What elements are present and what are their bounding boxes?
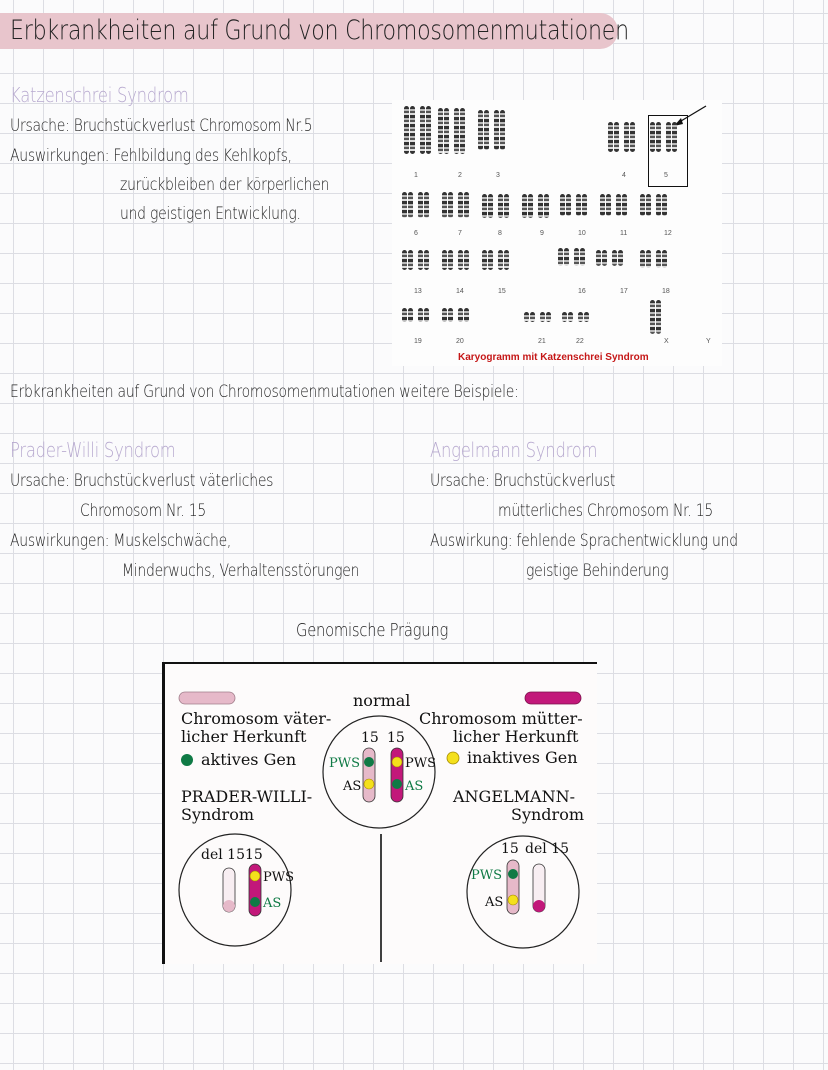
karyo-chromosome xyxy=(408,250,413,270)
inactive-gene-label: inaktives Gen xyxy=(467,748,578,767)
normal-circle xyxy=(323,716,435,828)
karyo-chromosome xyxy=(608,122,613,152)
karyo-chromosome xyxy=(530,312,535,322)
prader-pws-inactive-dot xyxy=(250,871,260,881)
katzenschrei-heading: Katzenschrei Syndrom xyxy=(10,83,189,107)
karyo-chromosome xyxy=(444,108,449,154)
normal-as-right: AS xyxy=(405,779,424,794)
karyo-number: 2 xyxy=(458,172,462,179)
inactive-gene-dot-legend xyxy=(447,752,459,764)
prader-auswirkungen-2: Minderwuchs, Verhaltensstörungen xyxy=(122,561,360,581)
normal-pws-left: PWS xyxy=(329,756,361,771)
karyo-chromosome xyxy=(448,250,453,270)
karyo-chromosome xyxy=(662,194,667,216)
karyo-chromosome xyxy=(442,250,447,270)
karyo-number: 6 xyxy=(414,230,418,237)
karyo-chromosome xyxy=(650,300,655,334)
karyo-number: 3 xyxy=(496,172,500,179)
karyo-chromosome xyxy=(538,194,543,218)
normal-15-left: 15 xyxy=(361,730,379,746)
normal-as-active-dot xyxy=(392,779,402,789)
katzenschrei-ursache: Ursache: Bruchstückverlust Chromosom Nr.5 xyxy=(10,116,313,136)
prader-diagram-label-2: Syndrom xyxy=(181,805,254,824)
karyo-chromosome xyxy=(478,110,483,150)
angelmann-pws-active-dot xyxy=(508,869,518,879)
karyo-chromosome xyxy=(402,308,407,322)
active-gene-dot-legend xyxy=(181,754,193,766)
karyo-chromosome xyxy=(656,194,661,216)
normal-15-right: 15 xyxy=(387,730,405,746)
karyo-chromosome xyxy=(656,122,661,152)
karyo-chromosome xyxy=(540,312,545,322)
karyo-chromosome xyxy=(612,250,617,266)
karyo-chromosome xyxy=(420,106,425,154)
genomic-imprinting-diagram xyxy=(162,662,597,964)
karyo-number: Y xyxy=(706,338,711,345)
karyo-chromosome xyxy=(650,122,655,152)
karyo-chromosome xyxy=(566,194,571,216)
angelmann-as: AS xyxy=(485,895,504,910)
genomische-heading: Genomische Prägung xyxy=(296,620,449,641)
maternal-label-2: licher Herkunft xyxy=(453,727,579,746)
normal-pws-active-dot xyxy=(364,757,374,767)
karyo-chromosome xyxy=(630,122,635,152)
prader-as: AS xyxy=(263,896,282,911)
karyo-chromosome xyxy=(568,312,573,322)
karyo-chromosome xyxy=(656,300,661,334)
prader-diagram-label-1: PRADER-WILLI- xyxy=(181,787,313,806)
karyo-chromosome xyxy=(564,248,569,266)
karyo-chromosome xyxy=(624,122,629,152)
prader-ursache-1: Ursache: Bruchstückverlust väterliches xyxy=(10,471,274,491)
karyo-number: 5 xyxy=(664,172,668,179)
karyo-chromosome xyxy=(464,250,469,270)
normal-maternal-chromosome xyxy=(391,748,403,802)
karyo-chromosome xyxy=(494,110,499,150)
normal-label: normal xyxy=(353,691,411,710)
normal-as-inactive-dot xyxy=(364,779,374,789)
karyo-chromosome xyxy=(578,312,583,322)
karyo-chromosome xyxy=(522,194,527,218)
karyo-number: 4 xyxy=(622,172,626,179)
karyo-chromosome xyxy=(408,308,413,322)
angelmann-pws: PWS xyxy=(471,868,503,883)
page-title: Erbkrankheiten auf Grund von Chromosomenmutationen xyxy=(10,15,629,46)
karyo-chromosome xyxy=(498,194,503,218)
karyo-number: 8 xyxy=(498,230,502,237)
angelmann-15: 15 xyxy=(501,841,519,857)
karyo-chromosome xyxy=(662,250,667,268)
karyo-chromosome xyxy=(458,250,463,270)
karyo-number: X xyxy=(664,338,669,345)
normal-pws-inactive-dot xyxy=(392,757,402,767)
karyo-chromosome xyxy=(464,192,469,218)
normal-as-left: AS xyxy=(343,779,362,794)
maternal-legend-chromosome xyxy=(525,692,581,704)
prader-auswirkungen-1: Auswirkungen: Muskelschwäche, xyxy=(10,531,232,551)
normal-paternal-chromosome xyxy=(363,748,375,802)
active-gene-label: aktives Gen xyxy=(201,750,297,769)
karyo-chromosome xyxy=(666,122,671,152)
karyo-chromosome xyxy=(488,250,493,270)
karyo-chromosome xyxy=(448,308,453,322)
karyo-chromosome xyxy=(418,192,423,218)
katzenschrei-auswirkungen-1: Auswirkungen: Fehlbildung des Kehlkopfs, xyxy=(10,146,292,166)
angelmann-maternal-tip xyxy=(533,900,545,912)
karyo-number: 21 xyxy=(538,338,546,345)
karyo-chromosome xyxy=(504,250,509,270)
karyo-chromosome xyxy=(616,194,621,216)
karyo-chromosome xyxy=(442,192,447,218)
karyo-chromosome xyxy=(560,194,565,216)
karyo-chromosome xyxy=(596,250,601,266)
karyo-chromosome xyxy=(504,194,509,218)
prader-pws: PWS xyxy=(263,870,295,885)
prader-del15: del 15 xyxy=(201,847,245,863)
karyo-chromosome xyxy=(402,250,407,270)
karyo-number: 14 xyxy=(456,288,464,295)
karyo-chromosome xyxy=(488,194,493,218)
karyo-chromosome xyxy=(426,106,431,154)
weitere-beispiele: Erbkrankheiten auf Grund von Chromosomenmutationen weitere Beispiele: xyxy=(10,382,519,402)
karyo-number: 17 xyxy=(620,288,628,295)
karyogram-image xyxy=(392,100,722,366)
karyo-chromosome xyxy=(576,194,581,216)
karyo-chromosome xyxy=(408,192,413,218)
karyo-chromosome xyxy=(448,192,453,218)
prader-ursache-2: Chromosom Nr. 15 xyxy=(80,501,206,521)
karyo-chromosome xyxy=(574,248,579,266)
karyo-chromosome xyxy=(404,106,409,154)
karyo-chromosome xyxy=(640,194,645,216)
prader-15: 15 xyxy=(245,847,263,863)
karyo-number: 18 xyxy=(662,288,670,295)
prader-heading: Prader-Willi Syndrom xyxy=(10,438,176,462)
karyo-chromosome xyxy=(544,194,549,218)
karyo-chromosome xyxy=(418,308,423,322)
karyo-chromosome xyxy=(424,250,429,270)
angelmann-diagram-label-1: ANGELMANN- xyxy=(453,787,575,806)
angelmann-auswirkung-2: geistige Behinderung xyxy=(526,561,669,581)
karyo-number: 7 xyxy=(458,230,462,237)
karyo-chromosome xyxy=(484,110,489,150)
karyo-chromosome xyxy=(424,192,429,218)
arrow-icon xyxy=(672,104,712,128)
angelmann-auswirkung-1: Auswirkung: fehlende Sprachentwicklung und xyxy=(430,531,738,551)
karyo-number: 20 xyxy=(456,338,464,345)
angelmann-del15: del 15 xyxy=(525,841,569,857)
karyo-chromosome xyxy=(562,312,567,322)
maternal-label-1: Chromosom mütter- xyxy=(419,709,583,728)
karyo-number: 13 xyxy=(414,288,422,295)
karyo-chromosome xyxy=(482,250,487,270)
karyo-number: 10 xyxy=(578,230,586,237)
katzenschrei-auswirkungen-2: zurückbleiben der körperlichen xyxy=(120,175,330,195)
karyo-chromosome xyxy=(438,108,443,154)
karyogram-caption: Karyogramm mit Katzenschrei Syndrom xyxy=(458,352,649,363)
karyo-chromosome xyxy=(458,308,463,322)
karyo-chromosome xyxy=(410,106,415,154)
angelmann-diagram-label-2: Syndrom xyxy=(511,805,584,824)
paternal-label-2: licher Herkunft xyxy=(181,727,307,746)
karyo-chromosome xyxy=(606,194,611,216)
karyo-chromosome xyxy=(640,250,645,268)
karyo-chromosome xyxy=(418,250,423,270)
karyo-chromosome xyxy=(528,194,533,218)
karyo-number: 22 xyxy=(576,338,584,345)
karyo-number: 16 xyxy=(578,288,586,295)
karyo-number: 11 xyxy=(620,230,628,237)
katzenschrei-auswirkungen-3: und geistigen Entwicklung. xyxy=(120,204,301,224)
karyo-chromosome xyxy=(622,194,627,216)
karyo-number: 12 xyxy=(664,230,672,237)
karyo-chromosome xyxy=(464,308,469,322)
karyo-number: 19 xyxy=(414,338,422,345)
karyo-chromosome xyxy=(656,250,661,268)
karyo-chromosome xyxy=(524,312,529,322)
angelmann-ursache-2: mütterliches Chromosom Nr. 15 xyxy=(498,501,713,521)
karyo-chromosome xyxy=(646,194,651,216)
karyo-chromosome xyxy=(672,122,677,152)
angelmann-ursache-1: Ursache: Bruchstückverlust xyxy=(430,471,616,491)
karyo-chromosome xyxy=(582,194,587,216)
karyo-chromosome xyxy=(646,250,651,268)
karyo-chromosome xyxy=(424,308,429,322)
karyo-chromosome xyxy=(500,110,505,150)
paternal-legend-chromosome xyxy=(179,692,235,704)
prader-as-active-dot xyxy=(250,897,260,907)
karyo-chromosome xyxy=(454,108,459,154)
karyo-chromosome xyxy=(402,192,407,218)
karyo-chromosome xyxy=(558,248,563,266)
karyo-chromosome xyxy=(498,250,503,270)
karyo-number: 1 xyxy=(414,172,418,179)
karyo-chromosome xyxy=(458,192,463,218)
karyo-chromosome xyxy=(442,308,447,322)
karyo-chromosome xyxy=(614,122,619,152)
prader-paternal-tip xyxy=(223,900,235,912)
karyo-chromosome xyxy=(584,312,589,322)
karyo-chromosome xyxy=(482,194,487,218)
angelmann-as-inactive-dot xyxy=(508,895,518,905)
angelmann-paternal xyxy=(507,860,519,914)
karyo-chromosome xyxy=(580,248,585,266)
karyo-chromosome xyxy=(602,250,607,266)
karyo-chromosome xyxy=(460,108,465,154)
paternal-label-1: Chromosom väter- xyxy=(181,709,332,728)
karyo-number: 15 xyxy=(498,288,506,295)
angelmann-heading: Angelmann Syndrom xyxy=(430,438,598,462)
karyo-chromosome xyxy=(546,312,551,322)
karyo-chromosome xyxy=(600,194,605,216)
normal-pws-right: PWS xyxy=(405,756,437,771)
karyo-number: 9 xyxy=(540,230,544,237)
karyo-chromosome xyxy=(618,250,623,266)
